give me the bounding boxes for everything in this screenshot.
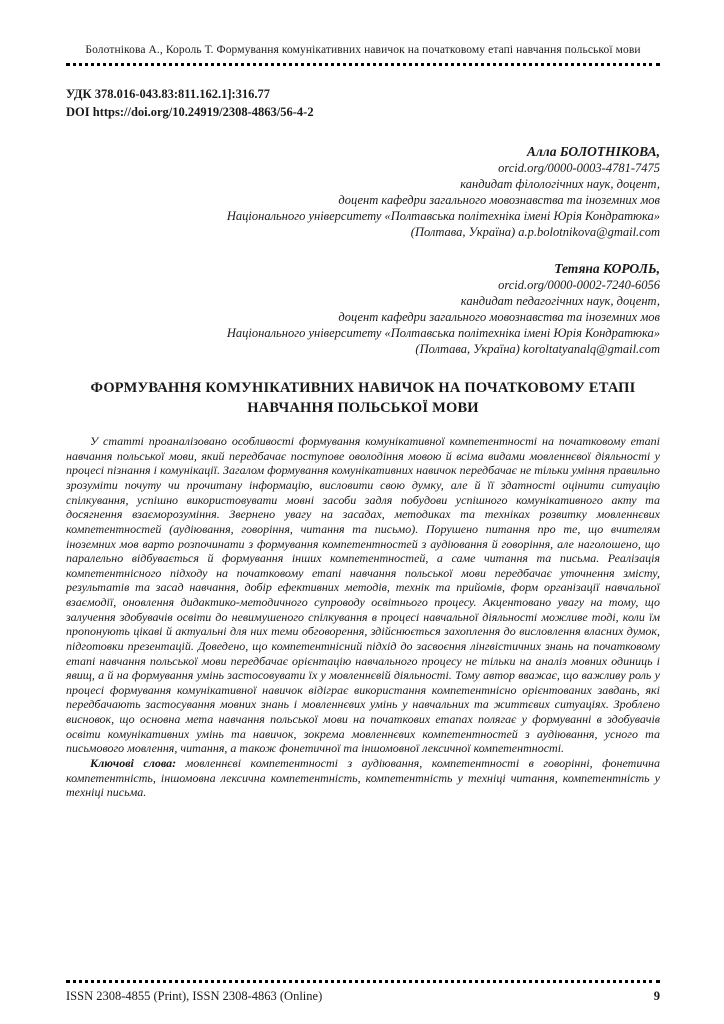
- author-block: [66, 260, 660, 357]
- author-block: [66, 143, 660, 240]
- authors-section: [66, 143, 660, 358]
- footer-issn: ISSN 2308-4855 (Print), ISSN 2308-4863 (Online): [66, 989, 323, 1003]
- header-separator: [66, 63, 660, 66]
- author-contact: (Полтава, Україна) a.p.bolotnikova@gmail.com: [410, 224, 660, 239]
- abstract-section: [66, 434, 660, 800]
- author-name: Алла БОЛОТНІКОВА,: [526, 143, 660, 159]
- author-contact: (Полтава, Україна) koroltatyanalq@gmail.com: [415, 342, 660, 357]
- author-degree: кандидат філологічних наук, доцент,: [460, 176, 660, 191]
- keywords-text: мовленнєві компетентності з аудіювання, компетентності в говорінні, фонетична компетентність, іншомовна лексична компетентність, компетентність у техніці читання, компетентність у техніці письма.: [66, 755, 660, 800]
- running-head: Болотнікова А., Король Т. Формування комунікативних навичок на початковому етапі навчання польської мови: [85, 44, 641, 56]
- author-orcid: orcid.org/0000-0002-7240-6056: [498, 278, 660, 293]
- udc-code: УДК 378.016-043.83:811.162.1]:316.77: [66, 87, 271, 101]
- author-university: Національного університету «Полтавська політехніка імені Юрія Кондратюка»: [226, 208, 660, 223]
- keywords-label: Ключові слова:: [90, 755, 177, 770]
- author-degree: кандидат педагогічних наук, доцент,: [460, 294, 660, 309]
- author-university: Національного університету «Полтавська політехніка імені Юрія Кондратюка»: [226, 326, 660, 341]
- footer-page-number: 9: [653, 989, 660, 1003]
- author-orcid: orcid.org/0000-0003-4781-7475: [498, 160, 660, 175]
- author-position: доцент кафедри загального мовознавства та іноземних мов: [338, 192, 660, 207]
- identifiers-block: [66, 86, 660, 121]
- article-title: ФОРМУВАННЯ КОМУНІКАТИВНИХ НАВИЧОК НА ПОЧАТКОВОМУ ЕТАПІ НАВЧАННЯ ПОЛЬСЬКОЇ МОВИ: [90, 380, 636, 416]
- doi-line: DOI https://doi.org/10.24919/2308-4863/56-4-2: [66, 105, 314, 120]
- author-name: Тетяна КОРОЛЬ,: [554, 260, 660, 276]
- author-position: доцент кафедри загального мовознавства та іноземних мов: [338, 310, 660, 325]
- footer-row: [66, 989, 660, 1004]
- abstract-paragraph: У статті проаналізовано особливості формування комунікативної компетентності на початковому етапі навчання польської мови, який передбачає поступове оволодіння мовою й всіма видами мовленнєвої діяльності у процесі пізнання і комунікації. Загалом формування комунікативних навичок передбачає не тільки уміння правильно зрозуміти почуту чи прочитану інформацію, висловити свою думку, але й її здатності оцінити ситуацію спілкування, успішно використовувати мовні засоби задля побудови успішного комунікативного акту та досягнення взаєморозуміння. Звернено увагу на засадах, методиках та техніках розвитку мовленнєвих компетентностей (аудіювання, говоріння, читання та письмо). Порушено питання про те, що вчителям іноземних мов варто розпочинати з формування компетентностей з аудіювання й говоріння, але наголошено, що паралельно відбувається й формування інших компетентностей, а саме читання та письма. Реалізація компетентнісного підходу на початковому етапі навчання польської мови передбачає уточнення змісту, результатів та засад навчання, добір ефективних методів, технік та прийомів, форм організації навчальної взаємодії, оновлення дидактико-методичного супроводу освітнього процесу. Акцентовано увагу на тому, що залучення здобувачів освіти до невимушеного спілкування в процесі навчальної діяльності можливе тоді, коли їм пропонують цікаві й актуальні для них теми обговорення, здійснюється захоплення до висловлення власних думок, підготовки презентацій. Доведено, що компетентнісний підхід до засвоєння лінгвістичних знань на початковому етапі навчання польської мови передбачає орієнтацію навчального процесу не тільки на аналіз мовних одиниць і явищ, а й на формування умінь застосовувати їх у мовленнєвій діяльності. Тому автор вважає, що важливу роль у процесі формування комунікативної навичок відіграє використання компетентнісно орієнтованих завдань, які передбачають застосування мовних знань і мовленнєвих умінь у навчальних та життєвих ситуаціях. Зроблено висновок, що основна мета навчання польської мови на початкових етапах полягає у формуванні в здобувачів освіти комунікативних умінь та навичок, зокрема мовленнєвих компетентностей з аудіювання, усного та письмового мовлення, читання, а також фонетичної та іншомовної лексичної компетентності.: [66, 434, 660, 756]
- footer-separator: [66, 980, 660, 983]
- page-footer: [66, 980, 660, 1004]
- keywords-paragraph: [66, 756, 660, 800]
